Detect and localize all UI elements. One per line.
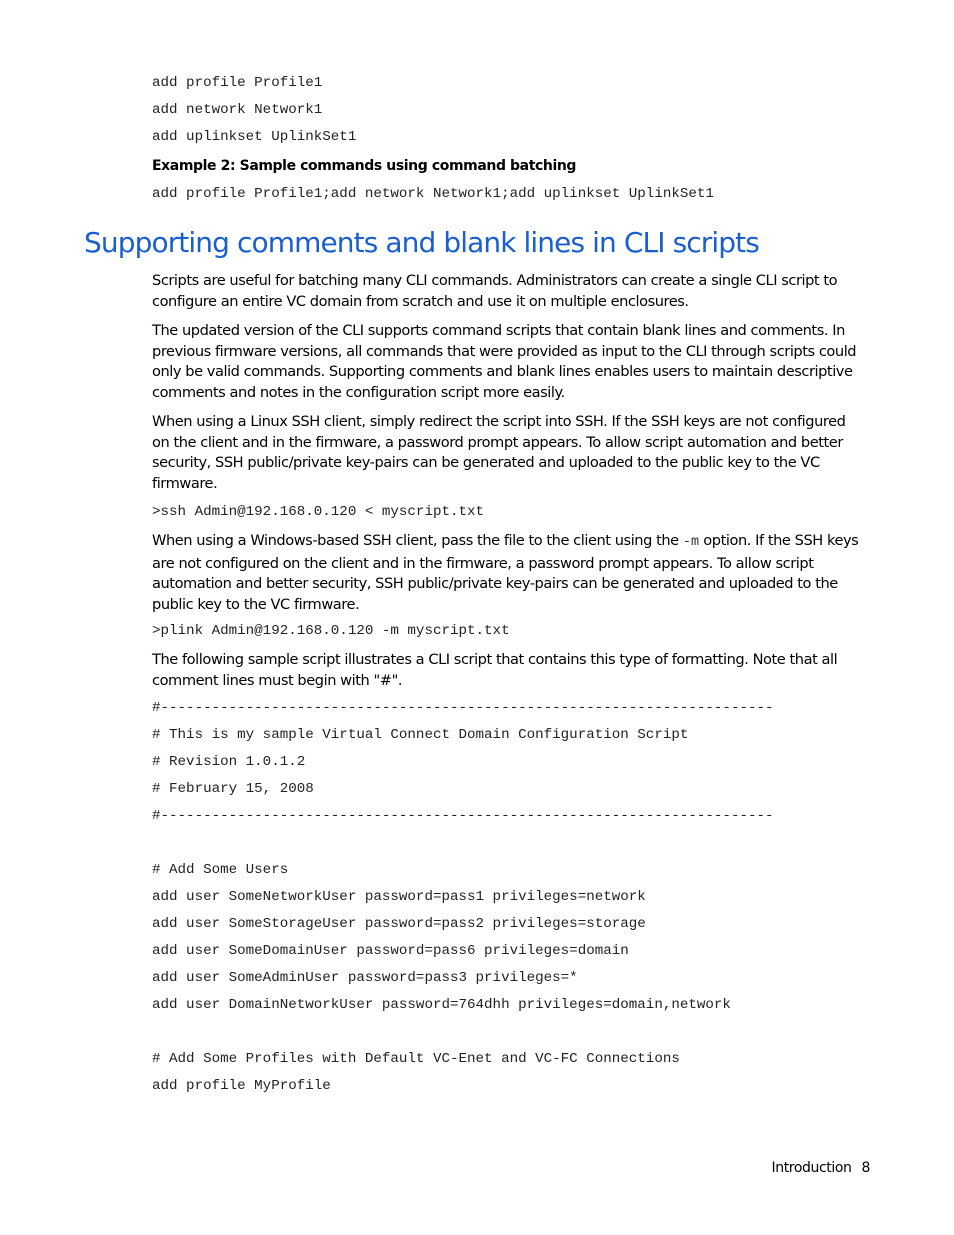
script-line: add profile MyProfile bbox=[152, 1078, 331, 1094]
script-line: # February 15, 2008 bbox=[152, 781, 314, 797]
script-line: add user SomeNetworkUser password=pass1 privileges=network bbox=[152, 889, 646, 905]
option-m-code: -m bbox=[682, 535, 700, 550]
paragraph-windows-ssh bbox=[152, 531, 864, 615]
script-line: # Add Some Profiles with Default VC-Enet and VC-FC Connections bbox=[152, 1051, 680, 1067]
paragraph-windows-ssh-part1: When using a Windows-based SSH client, pass the file to the client using the bbox=[152, 532, 683, 549]
page-number: 8 bbox=[861, 1160, 870, 1176]
script-line: add user DomainNetworkUser password=764dhh privileges=domain,network bbox=[152, 997, 731, 1013]
script-line: add user SomeDomainUser password=pass6 privileges=domain bbox=[152, 943, 629, 959]
code-line-add-profile: add profile Profile1 bbox=[152, 75, 323, 91]
code-line-ssh-command: >ssh Admin@192.168.0.120 < myscript.txt bbox=[152, 504, 485, 520]
paragraph-sample-script: The following sample script illustrates a CLI script that contains this type of formatting. Note that all comment lines must begin with "#". bbox=[152, 651, 838, 689]
paragraph-linux-ssh: When using a Linux SSH client, simply redirect the script into SSH. If the SSH keys are not configured on the client and in the firmware, a password prompt appears. To allow script automation and better security, SSH public/private key-pairs can be generated and uploaded to the public key to the VC firmware. bbox=[152, 413, 846, 492]
code-line-batched: add profile Profile1;add network Network1;add uplinkset UplinkSet1 bbox=[152, 186, 714, 202]
script-line: # This is my sample Virtual Connect Domain Configuration Script bbox=[152, 727, 689, 743]
section-heading: Supporting comments and blank lines in CLI scripts bbox=[84, 226, 759, 259]
script-line: # Add Some Users bbox=[152, 862, 289, 878]
paragraph-updated-cli: The updated version of the CLI supports command scripts that contain blank lines and comments. In previous firmware versions, all commands that were provided as input to the CLI through scripts could only be valid commands. Supporting comments and blank lines enables users to maintain descriptive comments and notes in the configuration script more easily. bbox=[152, 322, 857, 401]
script-line: # Revision 1.0.1.2 bbox=[152, 754, 306, 770]
code-line-add-network: add network Network1 bbox=[152, 102, 323, 118]
script-line: #------------------------------------------------------------------------ bbox=[152, 808, 774, 824]
page-footer bbox=[772, 1158, 871, 1178]
paragraph-windows-ssh-part2: option. If the SSH keys are not configured on the client and in the firmware, a password prompt appears. To allow script automation and better security, SSH public/private key-pairs can be generated and uploaded to the public key to the VC firmware. bbox=[152, 532, 859, 613]
example-caption: Example 2: Sample commands using command batching bbox=[152, 158, 577, 174]
code-line-plink-command: >plink Admin@192.168.0.120 -m myscript.txt bbox=[152, 623, 510, 639]
script-line: add user SomeStorageUser password=pass2 privileges=storage bbox=[152, 916, 646, 932]
footer-section-name: Introduction bbox=[771, 1160, 852, 1176]
paragraph-scripts-intro: Scripts are useful for batching many CLI commands. Administrators can create a single CLI script to configure an entire VC domain from scratch and use it on multiple enclosures. bbox=[152, 272, 838, 310]
script-line: add user SomeAdminUser password=pass3 privileges=* bbox=[152, 970, 578, 986]
code-line-add-uplinkset: add uplinkset UplinkSet1 bbox=[152, 129, 357, 145]
script-line: #------------------------------------------------------------------------ bbox=[152, 700, 774, 716]
